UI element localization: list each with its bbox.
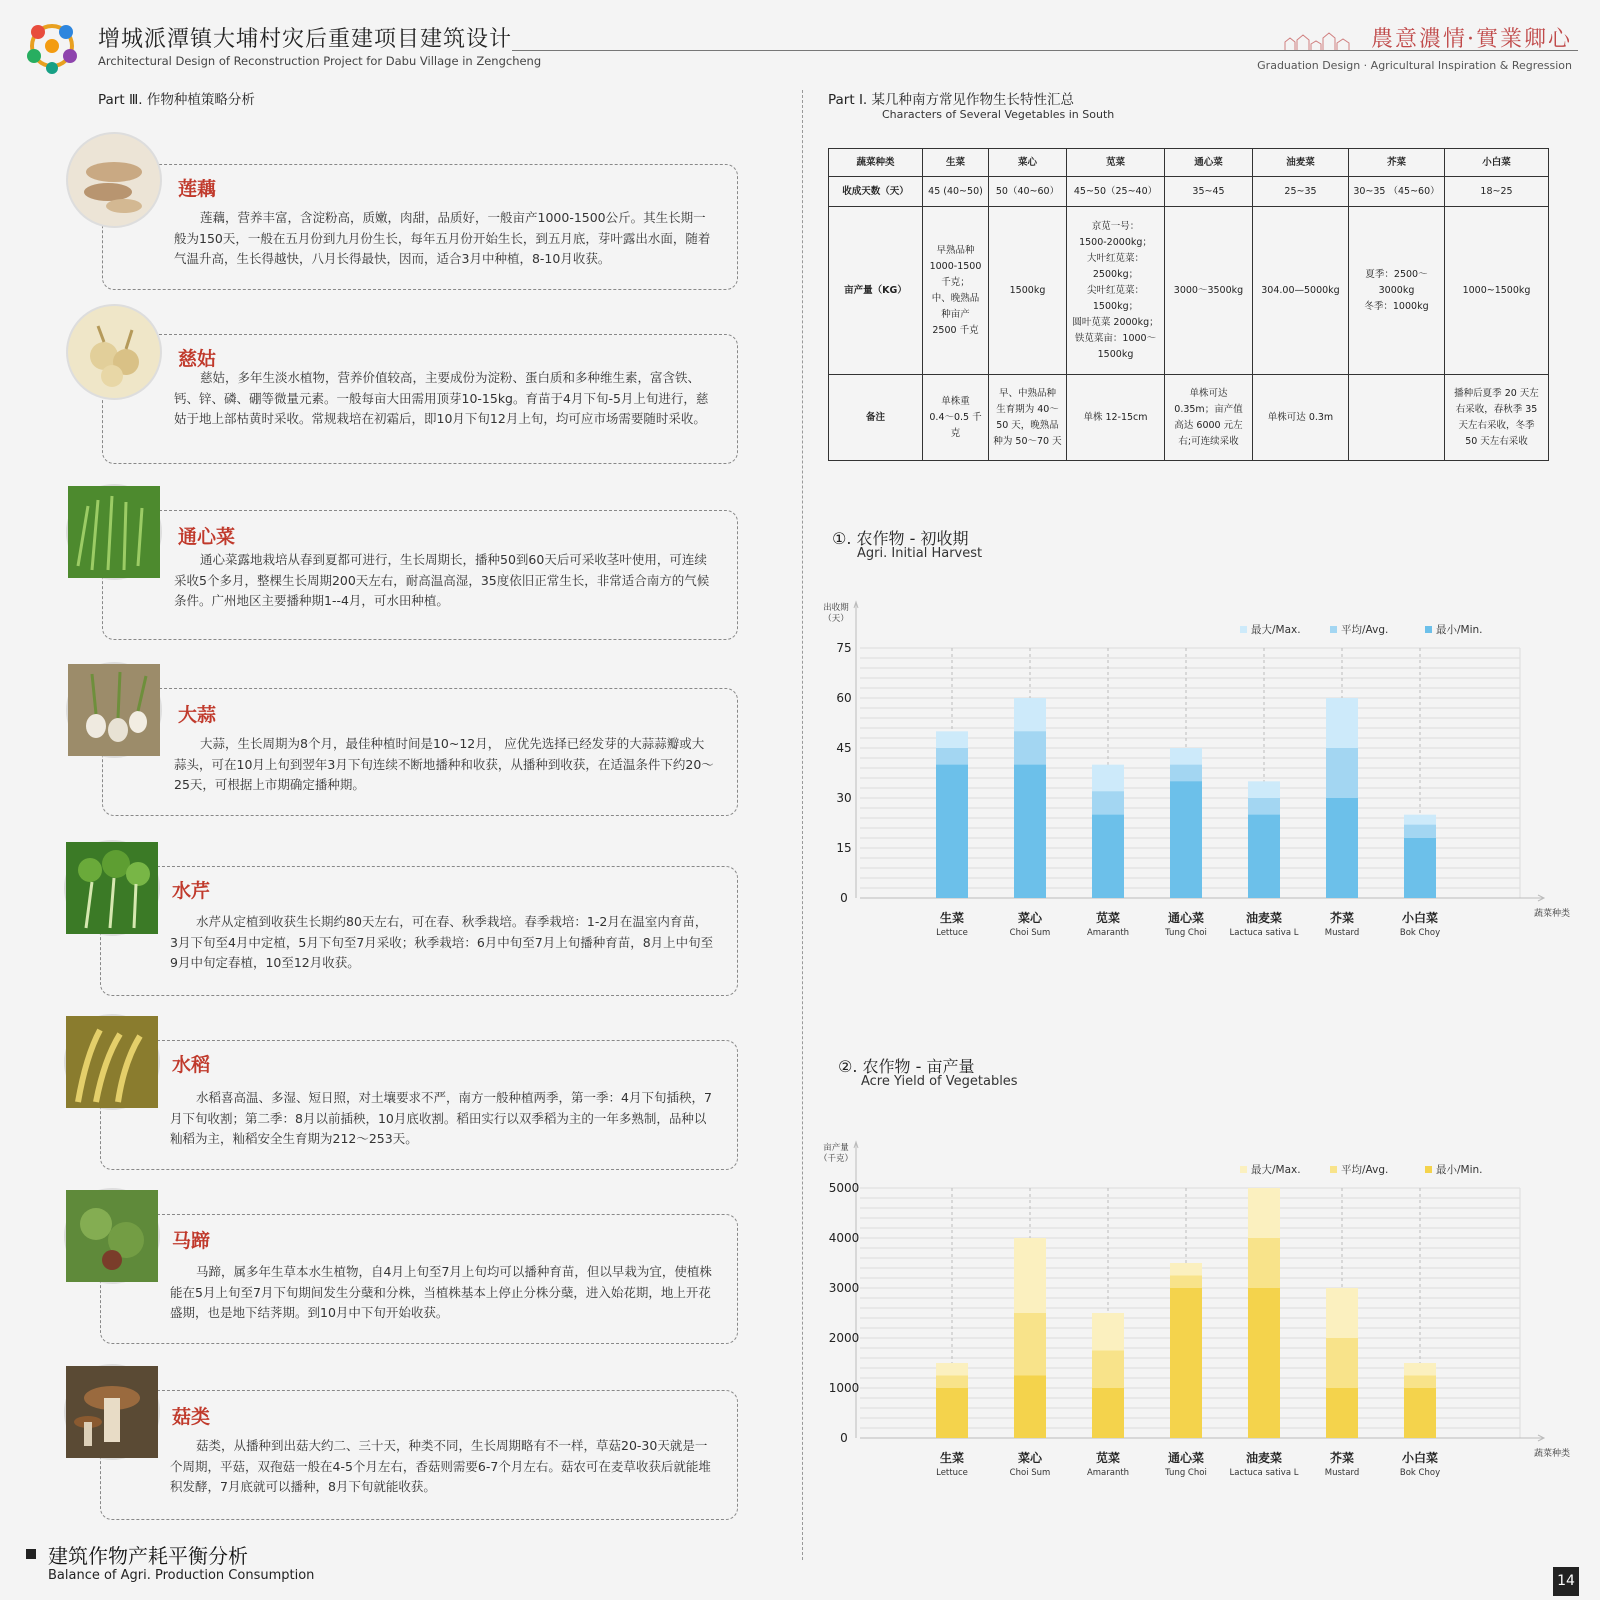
x-tick-label: 通心菜 [1167,911,1205,925]
table-cell: 早熟品种 1000-1500 千克； 中、晚熟品 种亩产 2500 千克 [923,207,989,375]
crop-description: 水芹从定植到收获生长期约80天左右，可在春、秋季栽培。春季栽培：1-2月在温室内育苗，3月下旬至4月中定植，5月下旬至7月采收；秋季栽培：6月中旬至7月上旬播种育苗，8月上中旬至9月中旬定春植，10至12月收获。 [170,914,714,971]
bar [936,765,968,898]
crop-description: 慈姑，多年生淡水植物，营养价值较高，主要成份为淀粉、蛋白质和多种维生素，富含铁、钙、锌、磷、硼等微量元素。一般每亩大田需用顶芽10-15kg。育苗于4月下旬-5月上旬进行，慈姑于地上部枯黄时采收。常规栽培在初霜后，即10月下旬12月上旬，均可应市场需要随时采收。 [174,370,709,427]
legend-label: 最小/Min. [1436,1164,1483,1176]
legend-label: 最大/Max. [1251,1164,1301,1176]
x-tick-label: 小白菜 [1401,911,1439,925]
crop-name: 大蒜 [178,704,217,726]
chart2-title: ②. 农作物 - 亩产量 [838,1057,975,1076]
y-tick-label: 0 [840,891,848,905]
bar [1248,1288,1280,1438]
table-cell [1349,375,1445,461]
x-tick-label-en: Lettuce [936,928,968,938]
x-tick-label: 芥菜 [1329,1451,1355,1465]
y-tick-label: 45 [836,741,852,755]
y-tick-label: 3000 [828,1281,860,1295]
table-row [829,207,1549,375]
table-title: Part Ⅰ. 某几种南方常见作物生长特性汇总 [828,92,1075,108]
bar [1326,798,1358,898]
table-cell: 单株可达 0.3m [1253,375,1349,461]
table-header-cell: 油麦菜 [1253,149,1349,177]
y-axis-label: 出收期 [823,603,849,613]
bar [1170,781,1202,898]
left-section-title: Part Ⅲ. 作物种植策略分析 [98,92,255,108]
table-cell: 单株可达 0.35m；亩产值 高达 6000 元左 右;可连续采收 [1165,375,1253,461]
x-tick-label: 苋菜 [1095,1451,1121,1465]
y-tick-label: 15 [836,841,852,855]
table-cell: 18~25 [1445,177,1549,207]
table-cell: 304.00—5000kg [1253,207,1349,375]
y-tick-label: 1000 [828,1381,860,1395]
table-cell: 京苋一号： 1500-2000kg； 大叶红苋菜： 2500kg； 尖叶红苋菜： 1500kg； 圆叶苋菜 2000kg； 铁苋菜亩：1000～ 1500kg [1067,207,1165,375]
table-subtitle: Characters of Several Vegetables in South [882,108,1115,121]
lotus-root-image [66,132,162,228]
acre-yield-chart [818,1140,1571,1510]
x-tick-label: 苋菜 [1095,911,1121,925]
x-tick-label-en: Lactuca sativa L [1229,1468,1299,1478]
x-tick-label-en: Mustard [1324,1468,1360,1478]
x-tick-label-en: Bok Choy [1399,1468,1441,1478]
y-tick-label: 2000 [828,1331,860,1345]
village-skyline-icon [1285,32,1353,50]
document-title: 增城派潭镇大埔村灾后重建项目建筑设计 [98,27,513,52]
table-cell: 25~35 [1253,177,1349,207]
project-logo [24,16,80,74]
document-subtitle: Architectural Design of Reconstruction Project for Dabu Village in Zengcheng [98,54,542,68]
y-axis-label-unit: （天） [823,614,849,624]
legend-label: 平均/Avg. [1341,624,1389,636]
table-header-cell: 菜心 [989,149,1067,177]
y-axis-label: 亩产量 [823,1143,849,1153]
table-cell: 3000～3500kg [1165,207,1253,375]
chart1-subtitle: Agri. Initial Harvest [857,546,983,561]
crop-name: 马蹄 [172,1230,211,1252]
bar [1170,1288,1202,1438]
arrowhead-image [66,304,162,400]
table-header-row [829,149,1549,177]
x-tick-label-en: Choi Sum [1009,1468,1051,1478]
bar [936,1388,968,1438]
water-celery-image [64,840,160,936]
crop-description: 菇类，从播种到出菇大约二、三十天，种类不同，生长周期略有不一样，草菇20-30天就是一个周期，平菇，双孢菇一般在4-5个月左右，香菇则需要6-7个月左右。菇农可在麦草收获后就能堆积发酵，7月底就可以播种，8月下旬就能收获。 [170,1438,711,1495]
table-cell: 播种后夏季 20 天左 右采收，春秋季 35 天左右采收，冬季 50 天左右采收 [1445,375,1549,461]
x-tick-label-en: Lettuce [936,1468,968,1478]
table-row-header: 收成天数（天） [829,177,923,207]
x-axis-label: 蔬菜种类 [1533,909,1571,919]
table-cell: 1000~1500kg [1445,207,1549,375]
bar [1014,1376,1046,1439]
legend-swatch [1330,1166,1337,1173]
x-tick-label: 生菜 [939,911,965,925]
brand-subtitle: Graduation Design · Agricultural Inspiration & Regression [1257,59,1572,72]
bar [1248,815,1280,898]
brand-slogan: 農意濃情·實業卿心 [1371,27,1572,52]
table-header-cell: 蔬菜种类 [829,149,923,177]
x-tick-label-en: Tung Choi [1165,928,1207,938]
legend-swatch [1330,626,1337,633]
x-tick-label-en: Amaranth [1086,928,1130,938]
table-row-header: 备注 [829,375,923,461]
x-tick-label-en: Choi Sum [1009,928,1051,938]
table-cell: 1500kg [989,207,1067,375]
table-row [829,375,1549,461]
table-cell: 早、中熟品种 生育期为 40～ 50 天，晚熟品 种为 50～70 天 [989,375,1067,461]
x-tick-label-en: Amaranth [1086,1468,1130,1478]
table-header-cell: 苋菜 [1067,149,1165,177]
bar [1404,838,1436,898]
footer-section-subtitle: Balance of Agri. Production Consumption [48,1568,315,1583]
y-axis-line [854,602,858,898]
chart2-subtitle: Acre Yield of Vegetables [861,1074,1018,1089]
crop-name: 菇类 [172,1406,211,1428]
crop-description: 水稻喜高温、多湿、短日照，对土壤要求不严，南方一般种植两季，第一季：4月下旬插秧，7月下旬收割；第二季：8月以前插秧，10月底收割。稻田实行以双季稻为主的一年多熟制，品种以籼稻为主，籼稻安全生育期为212～253天。 [170,1090,712,1147]
crop-name: 莲藕 [178,178,217,200]
page-number: 14 [1553,1567,1579,1596]
y-tick-label: 0 [840,1431,848,1445]
bar [1404,1388,1436,1438]
table-header-cell: 生菜 [923,149,989,177]
mushroom-image [64,1364,160,1460]
initial-harvest-chart [820,600,1571,970]
x-tick-label: 小白菜 [1401,1451,1439,1465]
table-header-cell: 通心菜 [1165,149,1253,177]
bullet-square [26,1549,36,1559]
legend-swatch [1425,1166,1432,1173]
table-cell: 45~50（25~40） [1067,177,1165,207]
x-tick-label-en: Lactuca sativa L [1229,928,1299,938]
column-divider [802,90,803,1560]
crop-name: 水稻 [172,1054,211,1076]
table-row-header: 亩产量（KG） [829,207,923,375]
table-cell: 单株 12-15cm [1067,375,1165,461]
x-tick-label: 菜心 [1017,1451,1043,1465]
y-axis-label-unit: （千克） [818,1154,854,1164]
x-tick-label-en: Bok Choy [1399,928,1441,938]
x-axis-label: 蔬菜种类 [1533,1449,1571,1459]
water-spinach-image [66,484,162,580]
x-tick-label: 通心菜 [1167,1451,1205,1465]
crop-name: 通心菜 [178,526,236,548]
crop-description: 莲藕，营养丰富，含淀粉高，质嫩，肉甜，品质好，一般亩产1000-1500公斤。其生长期一般为150天，一般在五月份到九月份生长，每年五月份开始生长，到五月底，芽叶露出水面，随着气温升高，生长得越快，八月长得最快，因而，适合3月中种植，8-10月收获。 [174,210,711,267]
y-tick-label: 60 [836,691,852,705]
table-cell: 50（40~60） [989,177,1067,207]
x-tick-label: 油麦菜 [1245,911,1283,925]
chart1-title: ①. 农作物 - 初收期 [832,529,969,548]
table-cell: 35~45 [1165,177,1253,207]
footer-section-title: 建筑作物产耗平衡分析 [48,1544,248,1568]
vegetable-characteristics-table [828,148,1549,461]
y-tick-label: 5000 [828,1181,860,1195]
x-tick-label: 生菜 [939,1451,965,1465]
crop-description: 马蹄，属多年生草本水生植物，自4月上旬至7月上旬均可以播种育苗，但以早栽为宜，使植株能在5月上旬至7月下旬期间发生分蘖和分株，当植株基本上停止分株分蘖，进入始花期，地上开花盛期，也是地下结荠期。到10月中下旬开始收获。 [170,1264,712,1321]
crop-name: 慈姑 [178,348,217,370]
y-tick-label: 4000 [828,1231,860,1245]
water-chestnut-image [64,1188,160,1284]
legend-swatch [1425,626,1432,633]
table-cell: 单株重 0.4～0.5 千 克 [923,375,989,461]
legend-swatch [1240,1166,1247,1173]
crop-name: 水芹 [172,880,211,902]
table-header-cell: 小白菜 [1445,149,1549,177]
x-tick-label: 菜心 [1017,911,1043,925]
table-header-cell: 芥菜 [1349,149,1445,177]
x-tick-label: 芥菜 [1329,911,1355,925]
legend-label: 最小/Min. [1436,624,1483,636]
y-tick-label: 75 [836,641,852,655]
x-tick-label-en: Tung Choi [1165,1468,1207,1478]
crop-description: 大蒜，生长周期为8个月，最佳种植时间是10~12月， 应优先选择已经发芽的大蒜蒜瓣或大蒜头，可在10月上旬到翌年3月下旬连续不断地播种和收获，从播种到收获，在适温条件下约20～25天，可根据上市期确定播种期。 [174,736,714,793]
y-tick-label: 30 [836,791,852,805]
table-cell: 45 (40~50) [923,177,989,207]
legend-label: 最大/Max. [1251,624,1301,636]
x-tick-label: 油麦菜 [1245,1451,1283,1465]
table-row [829,177,1549,207]
table-cell: 夏季：2500～ 3000kg 冬季：1000kg [1349,207,1445,375]
legend-swatch [1240,626,1247,633]
x-tick-label-en: Mustard [1324,928,1360,938]
bar [1092,1388,1124,1438]
bar [1326,1388,1358,1438]
garlic-image [66,662,162,758]
rice-image [64,1014,160,1110]
table-cell: 30~35 （45~60） [1349,177,1445,207]
bar [1092,815,1124,898]
bar [1014,765,1046,898]
crop-description: 通心菜露地栽培从春到夏都可进行，生长周期长，播种50到60天后可采收茎叶使用，可连续采收5个多月，整棵生长周期200天左右，耐高温高湿，35度依旧正常生长，非常适合南方的气候条件。广州地区主要播种期1--4月，可水田种植。 [174,552,710,609]
legend-label: 平均/Avg. [1341,1164,1389,1176]
